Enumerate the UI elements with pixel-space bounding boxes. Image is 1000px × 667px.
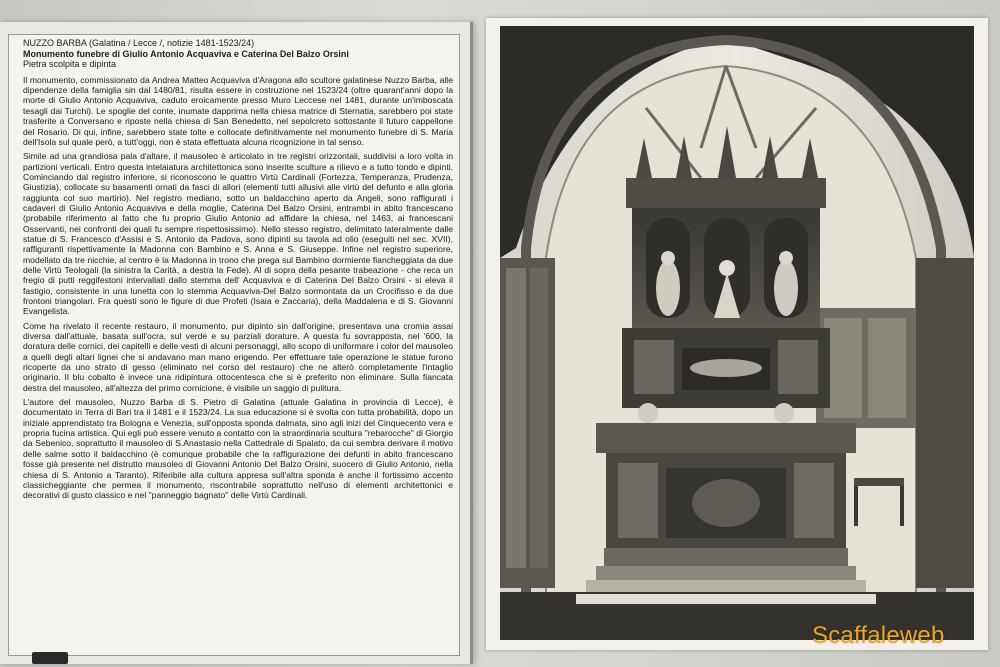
placard-paragraph-4: L'autore del mausoleo, Nuzzo Barba di S. Pietro di Galatina (attuale Galatina in provincia di Lecce), è documentato in Terra di Bari tra il 1481 e il 1523/24. La sua educazione si è svolta con tutta probabilità, dopo un iniziale apprendistato tra Bologna e Venezia, sull'opposta sponda dalmata, sino agli inizi del Cinquecento vera e propria fucina artistica. Qui egli può essere venuto a contatto con la straordinaria scultura "rebarocche" di Giorgio da Sebenico, soprattutto il mausoleo di S.Anastasio nella Cattedrale di Spalato, da cui sembra derivare il motivo delle salme sotto il baldacchino (è comunque probabile che la raffigurazione dei defunti in abito francescano fosse già presente nel distrutto mausoleo di Giovanni Antonio Del Balzo Orsini, suocero di Giulio Antonio, nella chiesa di S. Antonio a Taranto). Riferibile alla cultura appresa sull'altra sponda è anche il fortissimo accento classicheggiante che permea il monumento, riscontrabile soprattutto nell'uso di elementi architettonici e decorativi di gusto classico e nel "panneggio bagnato" delle Virtù Cardinali.	[23, 397, 453, 501]
placard-material: Pietra scolpita e dipinta	[23, 59, 117, 70]
monument-photo-drawing	[486, 18, 988, 650]
placard-title: Monumento funebre di Giulio Antonio Acquaviva e Caterina Del Balzo Orsini	[23, 48, 349, 59]
placard-frame	[0, 22, 473, 664]
monument-photo	[486, 18, 988, 650]
frame-clip	[32, 652, 68, 664]
placard-text	[9, 35, 459, 501]
watermark: Scaffaleweb	[812, 622, 945, 649]
placard-paragraph-3: Come ha rivelato il recente restauro, il monumento, pur dipinto sin dall'origine, presentava una cromia assai diversa dall'attuale, basata sull'ocra, sul verde e su parziali dorature. A questa fu sovrapposta, nel '600, la doratura delle cornici, dei capitelli e delle vesti di alcuni personaggi, allo scopo di uniformare i color del mausoleo a quelli degli altari lignei che si andavano man mano erigendo. Per effettuare tale operazione le statue furono ricoperte da uno strato di gesso (eliminato nel corso del restauro) che ne alterò completamente l'intaglio originario. Il blu cobalto è invece una ridipintura ottocentesca che si è preferito non eliminare. Sulla fiancata destra del mausoleo, all'altezza del primo cornicione, è visibile un saggio di pulitura.	[23, 320, 453, 393]
placard-panel	[8, 34, 460, 656]
placard-author: NUZZO BARBA (Galatina / Lecce /, notizie 1481-1523/24)	[23, 38, 255, 48]
placard-paragraph-1: Il monumento, commissionato da Andrea Matteo Acquaviva d'Aragona allo scultore galatinese Nuzzo Barba, alle dipendenze della famiglia sin dal 1480/81, risulta essere in costruzione nel 1523/24 (oltre quarant'anni dopo la morte di Giulio Antonio Acquaviva, caduto eroicamente presso Muro Leccese nel 1481, durante un'imboscata tesagli dai Turchi). Le spoglie del conte, inumate dapprima nella chiesa matrice di Sternatia, sarebbero poi state trasferite a Conversano e riposte nella chiesa di San Benedetto, nel sepolcreto sottostante il futuro cappellone del Rosario. Di qui, infine, sarebbero state tolte e collocate definitivamente nel monumento funebre di S. Maria dell'Isola sul quale però, a tutt'oggi, non è stata effettuata alcuna ricognizione in tal senso.	[23, 74, 453, 147]
placard-paragraph-2: Simile ad una grandiosa pala d'altare, il mausoleo è articolato in tre registri orizzontali, suddivisi a loro volta in partizioni verticali. Entro questa intelaiatura architettonica sono inserite sculture a rilievo e a tutto tondo e dipinti. Cominciando dal registro inferiore, si riconoscono le quattro Virtù Cardinali (Fortezza, Temperanza, Prudenza, Giustizia), collocate su basamenti ornati da fasci di allori (elementi tutti allusivi alle virtù del defunto e alla gloria raggiunta col suo martirio). Nel registro mediano, sotto un baldacchino aperto da Angeli, sono raffigurati i cadaveri di Giulio Antonio Acquaviva e della moglie, Caterina Del Balzo Orsini, entrambi in abito francescano (probabile riferimento al fatto che fu proprio Giulio Antonio ad affidare la chiesa, nel 1463, ai francescani Osservanti, nei confronti dei quali fu sempre rispettosissimo). Nello stesso registro, delimitato lateralmente dalle statue di S. Francesco d'Assisi e S. Antonio da Padova, sono dipinti su tavola ad olio (eseguiti nel sec. XVII), raffiguranti rispettivamente la Madonna con Bambino e S. Anna e S. Giuseppe. Infine nel registro superiore, modellato da tre nicchie, al centro è la Madonna in trono che prega sul Bambino dormiente fiancheggiata da due delle Virtù Teologali (la sinistra la Carità, a destra la Fede). Al di sopra della pesante trabeazione - che reca un fregio di putti reggifestoni intervallati dallo stemma dell' Acquaviva e di Caterina Del Balzo Orsini - si eleva il fastigio, consistente in una lunetta con lo stemma Acquaviva-Del Balzo sormontata da un Crocifisso e da due frontoni triangolari. Fra questi sono le figure di due Profeti (Isaia e Zaccaria), della Maddalena e di S. Giovanni Evangelista.	[23, 151, 453, 317]
